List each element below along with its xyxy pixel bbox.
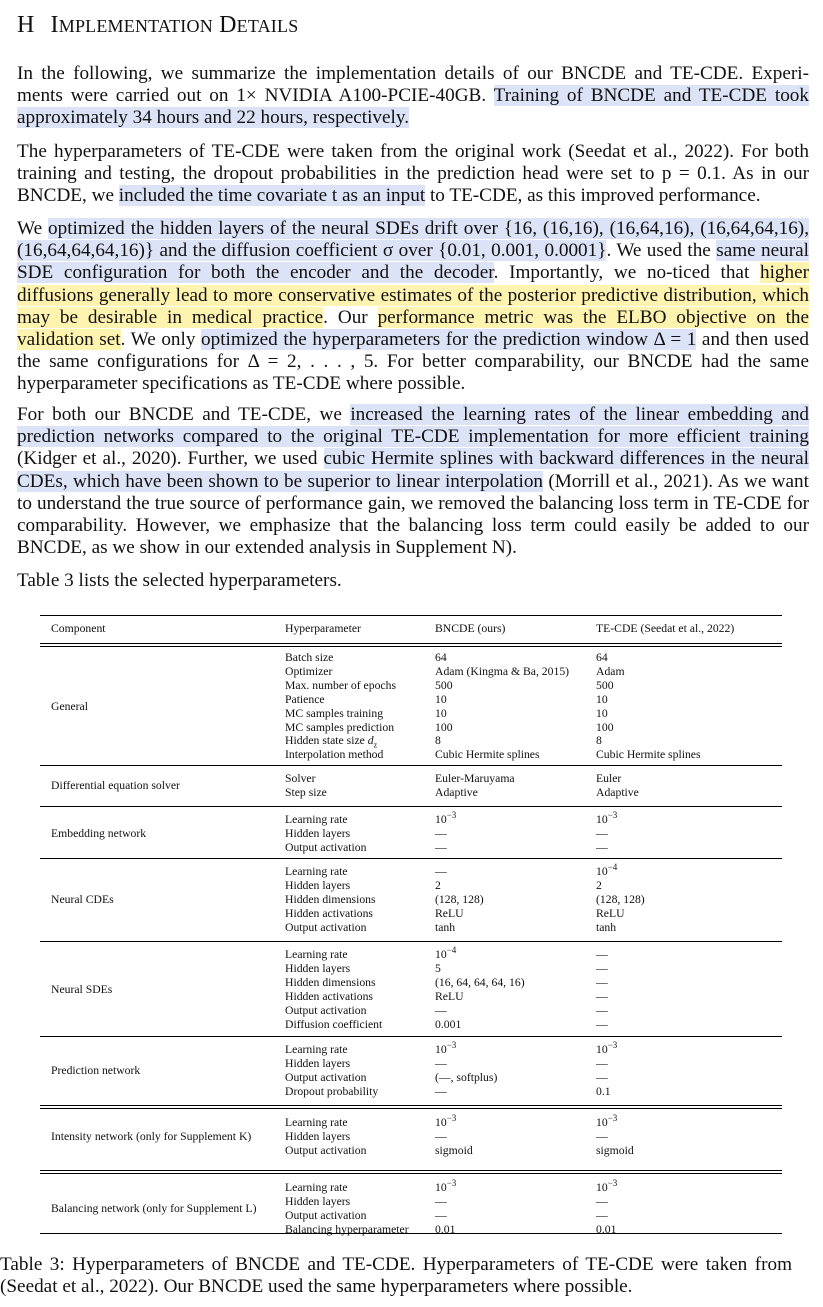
p3-f: higher diffusions generally lead to more conservative estimates of the posterior predictive distribution, which may be desirable in medical practice xyxy=(17,262,809,328)
param-cell: Balancing hyperparameter xyxy=(285,1222,409,1236)
group-component: General xyxy=(51,699,88,713)
p3-c: . We used the xyxy=(606,240,717,262)
bncde-cell: 500 xyxy=(435,678,453,692)
param-cell: MC samples training xyxy=(285,706,384,720)
paragraph-4 xyxy=(17,404,809,559)
bncde-cell: — xyxy=(435,826,447,840)
paragraph-1 xyxy=(17,63,809,130)
param-cell: Hidden dimensions xyxy=(285,975,376,989)
bncde-cell: 0.001 xyxy=(435,1017,462,1031)
bncde-cell: Adam (Kingma & Ba, 2015) xyxy=(435,664,570,678)
bncde-cell: 0.01 xyxy=(435,1222,456,1236)
bncde-cell: (16, 64, 64, 64, 16) xyxy=(435,975,525,989)
bncde-cell: $10^{-3}$ xyxy=(435,1040,457,1056)
tecde-cell: tanh xyxy=(596,920,617,934)
tecde-cell: $10^{-4}$ xyxy=(596,862,618,878)
bncde-cell: tanh xyxy=(435,920,456,934)
bncde-cell: — xyxy=(435,865,447,878)
bncde-cell: sigmoid xyxy=(435,1143,473,1157)
param-cell: Hidden activations xyxy=(285,989,373,1003)
param-cell: Solver xyxy=(285,772,316,785)
paragraph-5: Table 3 lists the selected hyperparameters. xyxy=(17,570,342,591)
header-hyperparameter: Hyperparameter xyxy=(285,622,361,635)
bncde-cell: 8 xyxy=(435,734,441,748)
group-component: Prediction network xyxy=(51,1063,141,1077)
bncde-cell: $10^{-4}$ xyxy=(435,945,457,961)
table-caption: Table 3: Hyperparameters of BNCDE and TE-CDE. Hyperparameters of TE-CDE were taken from (Seedat et al., 2022). Our BNCDE used the same hyperparameters where possible. xyxy=(0,1254,792,1298)
tecde-cell: $10^{-3}$ xyxy=(596,810,618,826)
param-cell: Learning rate xyxy=(285,865,348,878)
tecde-cell: — xyxy=(596,1194,608,1208)
param-cell: Hidden dimensions xyxy=(285,892,376,906)
bncde-cell: ReLU xyxy=(435,906,464,920)
param-cell: Hidden layers xyxy=(285,961,351,975)
p3-j: optimized the hyperparameters for the prediction window Δ = 1 xyxy=(201,329,697,351)
param-cell: Learning rate xyxy=(285,948,348,961)
header-component: Component xyxy=(51,622,106,635)
tecde-cell: — xyxy=(596,961,608,975)
tecde-cell: 10 xyxy=(596,692,608,706)
tecde-cell: 8 xyxy=(596,734,602,748)
param-cell: Output activation xyxy=(285,1003,367,1017)
group-separator xyxy=(40,1170,782,1171)
table-top-rule xyxy=(40,615,782,616)
header-bncde: BNCDE (ours) xyxy=(435,622,506,635)
tecde-cell: Cubic Hermite splines xyxy=(596,748,701,762)
param-cell: Batch size xyxy=(285,651,334,664)
param-cell: Output activation xyxy=(285,1070,367,1084)
tecde-cell: 0.1 xyxy=(596,1084,611,1098)
group-separator xyxy=(40,1036,782,1037)
group-component: Differential equation solver xyxy=(51,778,180,792)
param-cell: Learning rate xyxy=(285,813,348,826)
tecde-cell: Adam xyxy=(596,664,625,678)
tecde-cell: 0.01 xyxy=(596,1222,617,1236)
bncde-cell: — xyxy=(435,1056,447,1070)
tecde-cell: Adaptive xyxy=(596,785,639,799)
param-cell: Hidden layers xyxy=(285,1194,351,1208)
tecde-cell: — xyxy=(596,840,608,854)
p4-c: (Kidger et al., 2020). Further, we used xyxy=(17,448,324,470)
section-number: H xyxy=(17,12,35,38)
p3-g: . Our xyxy=(323,306,378,328)
group-component: Embedding network xyxy=(51,826,147,840)
heading-word2-initial: D xyxy=(219,12,237,38)
tecde-cell: — xyxy=(596,1070,608,1084)
param-cell: Hidden state size $d_z$ xyxy=(285,734,378,750)
bncde-cell: — xyxy=(435,1208,447,1222)
param-cell: Learning rate xyxy=(285,1043,348,1056)
section-heading xyxy=(17,12,298,39)
param-cell: Output activation xyxy=(285,920,367,934)
p3-a: We xyxy=(17,218,49,239)
bncde-cell: (—, softplus) xyxy=(435,1070,498,1084)
tecde-cell: (128, 128) xyxy=(596,892,645,906)
p3-i: . We only xyxy=(120,329,202,351)
bncde-cell: 64 xyxy=(435,651,447,664)
tecde-cell: — xyxy=(596,948,608,961)
param-cell: Learning rate xyxy=(285,1181,348,1194)
param-cell: Hidden layers xyxy=(285,1056,351,1070)
param-cell: Diffusion coefficient xyxy=(285,1017,383,1031)
bncde-cell: — xyxy=(435,1003,447,1017)
bncde-cell: (128, 128) xyxy=(435,892,484,906)
bncde-cell: — xyxy=(435,840,447,854)
group-separator-double xyxy=(40,1108,782,1109)
tecde-cell: — xyxy=(596,1056,608,1070)
tecde-cell: 10 xyxy=(596,706,608,720)
tecde-cell: $10^{-3}$ xyxy=(596,1113,618,1129)
param-cell: Output activation xyxy=(285,1208,367,1222)
tecde-cell: $10^{-3}$ xyxy=(596,1040,618,1056)
bncde-cell: 10 xyxy=(435,692,447,706)
paragraph-2 xyxy=(17,141,809,208)
bncde-cell: Adaptive xyxy=(435,785,478,799)
p2-text-a: The hyperparameters of TE-CDE were taken from the original work (Seedat et al., 2022). For both training and testing, the dropout probabilities in the prediction head were set to p = 0.1. As in our BNCDE, we xyxy=(17,141,809,207)
bncde-cell: $10^{-3}$ xyxy=(435,1113,457,1129)
group-separator xyxy=(40,858,782,859)
header-rule-1 xyxy=(40,643,782,644)
group-separator xyxy=(40,941,782,942)
bncde-cell: ReLU xyxy=(435,989,464,1003)
group-separator xyxy=(40,765,782,766)
group-component: Neural CDEs xyxy=(51,892,114,906)
tecde-cell: sigmoid xyxy=(596,1143,634,1157)
group-component: Neural SDEs xyxy=(51,982,113,996)
group-separator xyxy=(40,806,782,807)
tecde-cell: $10^{-3}$ xyxy=(596,1178,618,1194)
param-cell: Output activation xyxy=(285,1143,367,1157)
p3-k: and then used the same configurations for Δ = 2, . . . , 5. For better comparability, our BNCDE had the same hyperparameter specifications as TE-CDE where possible. xyxy=(17,329,809,395)
bncde-cell: — xyxy=(435,1194,447,1208)
tecde-cell: — xyxy=(596,1017,608,1031)
param-cell: Interpolation method xyxy=(285,748,384,762)
param-cell: Step size xyxy=(285,785,327,799)
bncde-cell: Euler-Maruyama xyxy=(435,772,515,785)
tecde-cell: 64 xyxy=(596,651,608,664)
p1-highlight: Training of BNCDE and TE-CDE took approximately 34 hours and 22 hours, respectively. xyxy=(17,85,809,129)
p3-d: same neural SDE configuration for both the encoder and the decoder xyxy=(17,240,810,284)
group-component: Intensity network (only for Supplement K) xyxy=(51,1129,252,1143)
tecde-cell: 100 xyxy=(596,720,614,734)
p3-h: performance metric was the ELBO objective on the validation set xyxy=(17,306,810,351)
heading-word1-rest: MPLEMENTATION xyxy=(58,16,213,36)
p1-text: In the following, we summarize the implementation details of our BNCDE and TE-CDE. Experi-ments were carried out on 1× NVIDIA A100-PCIE-40GB. xyxy=(17,63,809,107)
param-cell: Optimizer xyxy=(285,664,333,678)
tecde-cell: 2 xyxy=(596,878,602,892)
p4-b: increased the learning rates of the linear embedding and prediction networks compared to the original TE-CDE implementation for more efficient training xyxy=(17,404,810,448)
tecde-cell: — xyxy=(596,826,608,840)
p3-b: optimized the hidden layers of the neural SDEs drift over {16, (16,16), (16,64,16), (16,64,64,16), (16,64,64,64,16)} and the diffusion coefficient σ over {0.01, 0.001, 0.0001} xyxy=(17,218,809,262)
header-rule-2 xyxy=(40,646,782,647)
param-cell: Hidden activations xyxy=(285,906,373,920)
param-cell: MC samples prediction xyxy=(285,720,395,734)
group-separator xyxy=(40,1105,782,1106)
param-cell: Dropout probability xyxy=(285,1084,379,1098)
tecde-cell: Euler xyxy=(596,772,622,785)
param-cell: Hidden layers xyxy=(285,878,351,892)
p4-a: For both our BNCDE and TE-CDE, we xyxy=(17,404,351,425)
heading-word2-rest: ETAILS xyxy=(236,16,299,36)
bncde-cell: 10 xyxy=(435,706,447,720)
p2-highlight: included the time covariate t as an input xyxy=(118,185,426,207)
bncde-cell: Cubic Hermite splines xyxy=(435,748,540,762)
param-cell: Patience xyxy=(285,692,325,706)
bncde-cell: 2 xyxy=(435,878,441,892)
header-tecde: TE-CDE (Seedat et al., 2022) xyxy=(596,622,735,635)
param-cell: Output activation xyxy=(285,840,367,854)
p4-d: cubic Hermite splines with backward differences in the neural CDEs, which have been shown to be superior to linear interpolation xyxy=(17,448,809,492)
tecde-cell: 500 xyxy=(596,678,614,692)
p4-e: (Morrill et al., 2021). As we want to understand the true source of performance gain, we removed the balancing loss term in TE-CDE for comparability. However, we emphasize that the balancing loss term could easily be added to our BNCDE, as we show in our extended analysis in Supplement N). xyxy=(17,470,809,559)
bncde-cell: — xyxy=(435,1084,447,1098)
p3-e: . Importantly, we no-ticed that xyxy=(493,262,760,284)
paragraph-3 xyxy=(17,218,809,396)
bncde-cell: $10^{-3}$ xyxy=(435,1178,457,1194)
tecde-cell: — xyxy=(596,1003,608,1017)
table-bottom-rule xyxy=(40,1233,782,1234)
bncde-cell: 100 xyxy=(435,720,453,734)
param-cell: Hidden layers xyxy=(285,1129,351,1143)
bncde-cell: 5 xyxy=(435,961,441,975)
heading-word1-initial: I xyxy=(50,12,59,38)
tecde-cell: — xyxy=(596,1208,608,1222)
tecde-cell: — xyxy=(596,975,608,989)
bncde-cell: $10^{-3}$ xyxy=(435,810,457,826)
tecde-cell: — xyxy=(596,1129,608,1143)
param-cell: Hidden layers xyxy=(285,826,351,840)
tecde-cell: — xyxy=(596,989,608,1003)
bncde-cell: — xyxy=(435,1129,447,1143)
group-component: Balancing network (only for Supplement L) xyxy=(51,1201,257,1215)
param-cell: Max. number of epochs xyxy=(285,678,397,692)
group-separator-double xyxy=(40,1173,782,1174)
p2-text-c: to TE-CDE, as this improved performance. xyxy=(425,185,761,207)
param-cell: Learning rate xyxy=(285,1116,348,1129)
tecde-cell: ReLU xyxy=(596,906,625,920)
